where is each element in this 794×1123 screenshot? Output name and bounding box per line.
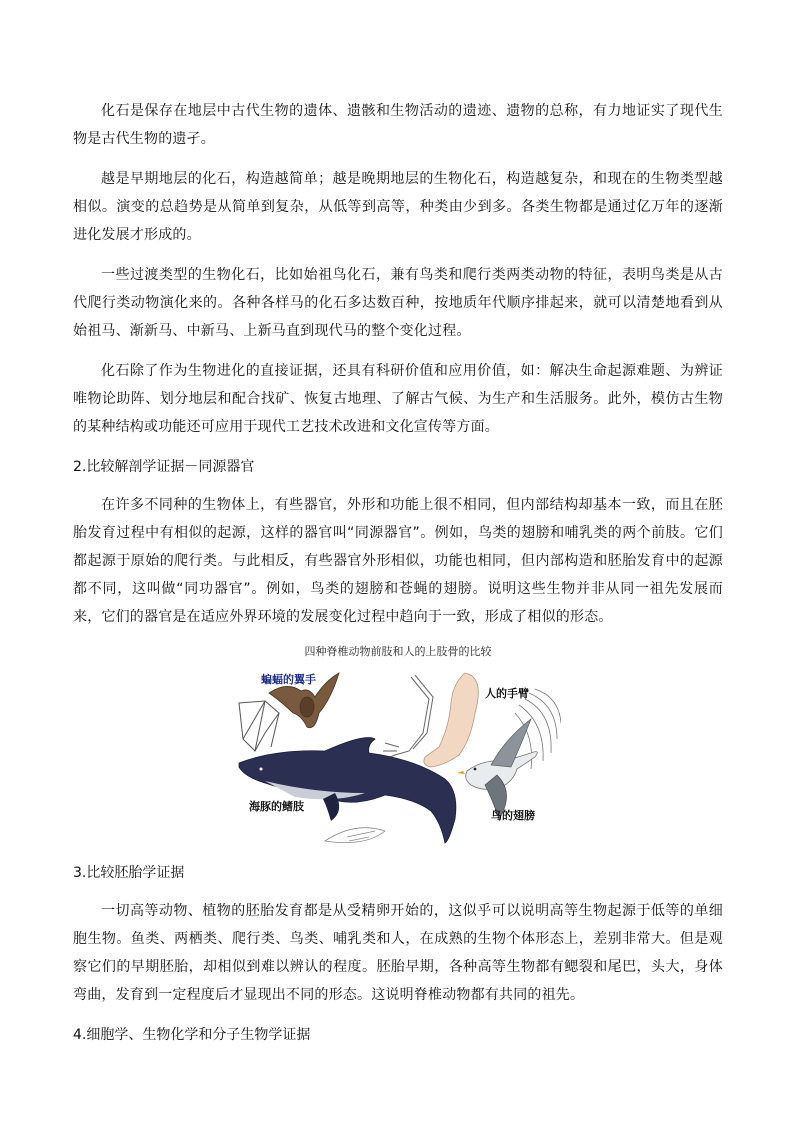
figure-label-bat: 蝙蝠的翼手 [261,673,316,686]
section-heading-embryology: 3.比较胚胎学证据 [73,865,185,881]
paragraph-fossil-value: 化石除了作为生物进化的直接证据，还具有科研价值和应用价值，如：解决生命起源难题、为辨证唯物论助阵、划分地层和配合找矿、恢复古地理、了解古气候、为生产和生活服务。此外，模仿古生物的某种结构或功能还可应用于现代工艺技术改进和文化宣传等方面。 [73,363,723,435]
paragraph-fossil-strata: 越是早期地层的化石，构造越简单；越是晚期地层的生物化石，构造越复杂，和现在的生物类型越相似。演变的总趋势是从简单到复杂，从低等到高等，种类由少到多。各类生物都是通过亿万年的逐渐进化发展才形成的。 [73,171,723,243]
figure-label-bird: 鸟的翅膀 [491,809,535,822]
dolphin-flipper-skeleton [325,828,385,843]
human-arm-illustration [424,673,478,767]
forelimb-comparison-figure [235,643,561,855]
human-arm-skeleton [383,675,433,759]
figure-title: 四种脊椎动物前肢和人的上肢骨的比较 [304,645,492,658]
bat-wing-skeleton [239,701,279,751]
paragraph-transitional-fossils: 一些过渡类型的生物化石，比如始祖鸟化石，兼有鸟类和爬行类两类动物的特征，表明鸟类是从古代爬行类动物演化来的。各种各样马的化石多达数百种，按地质年代顺序排起来，就可以清楚地看到从始祖马、渐新马、中新马、上新马直到现代马的整个变化过程。 [73,267,723,339]
figure-label-dolphin: 海豚的鳍肢 [249,800,304,813]
figure-label-human: 人的手臂 [485,687,529,700]
section-heading-molecular: 4.细胞学、生物化学和分子生物学证据 [73,1027,311,1043]
document-content [73,97,723,1059]
paragraph-homologous-organs: 在许多不同种的生物体上，有些器官，外形和功能上很不相同，但内部结构却基本一致，而且在胚胎发育过程中有相似的起源，这样的器官叫“同源器官”。例如，鸟类的翅膀和哺乳类的两个前肢。它们都起源于原始的爬行类。与此相反，有些器官外形相似，功能也相同，但内部构造和胚胎发育中的起源都不同，这叫做“同功器官”。例如，鸟类的翅膀和苍蝇的翅膀。说明这些生物并非从同一祖先发展而来，它们的器官是在适应外界环境的发展变化过程中趋向于一致，形成了相似的形态。 [73,497,723,625]
paragraph-fossil-definition: 化石是保存在地层中古代生物的遗体、遗骸和生物活动的遗迹、遗物的总称，有力地证实了现代生物是古代生物的遗孑。 [73,103,723,147]
section-heading-anatomy: 2.比较解剖学证据－同源器官 [73,459,255,475]
dolphin-illustration [239,738,456,844]
paragraph-embryology: 一切高等动物、植物的胚胎发育都是从受精卵开始的，这似乎可以说明高等生物起源于低等的单细胞生物。鱼类、两栖类、爬行类、鸟类、哺乳类和人，在成熟的生物个体形态上，差别非常大。但是观察它们的早期胚胎，却相似到难以辨认的程度。胚胎早期，各种高等生物都有鳃裂和尾巴，头大，身体弯曲，发育到一定程度后才显现出不同的形态。这说明脊椎动物都有共同的祖先。 [73,903,723,1003]
